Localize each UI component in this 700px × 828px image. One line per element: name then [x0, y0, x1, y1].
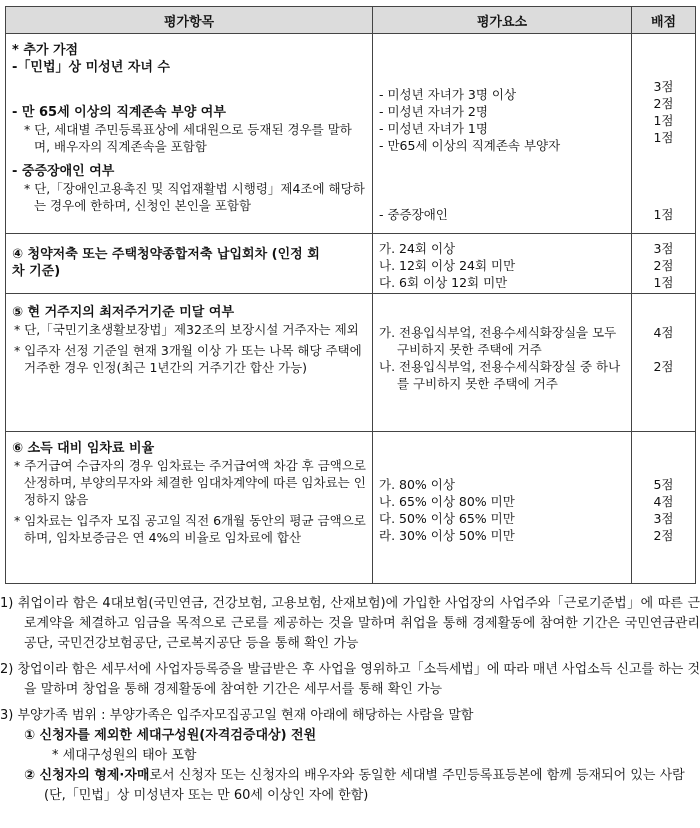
score: 3점: [653, 511, 674, 526]
footnote-3: 3) 부양가족 범위 : 부양가족은 입주자모집공고일 현재 아래에 해당하는 사람을 말함: [0, 708, 474, 723]
footnote-3-item-1-note: * 세대구성원의 태아 포함: [52, 748, 197, 763]
factor-line: - 미성년 자녀가 1명: [379, 121, 488, 136]
elderly-support-note: * 단, 세대별 주민등록표상에 세대원으로 등재된 경우를 말하며, 배우자의 직계존속을 포함함: [24, 122, 352, 154]
additional-title: * 추가 가점: [12, 43, 79, 58]
savings-scores: [632, 234, 696, 294]
score: 2점: [653, 258, 674, 273]
footnote-1: 1) 취업이라 함은 4대보험(국민연금, 건강보험, 고용보험, 산재보험)에 가입한 사업장의 사업주와「근로기준법」에 따른 근로계약을 체결하고 임금을 목적으로 근로를 제공하는 것을 말하며 취업을 통해 경제활동에 참여한 기간은 국민연금관리공단, 국민건강보험공단, 근로복지공단 등을 통해 확인 가능: [0, 596, 700, 651]
scoring-table: [5, 6, 696, 584]
savings-criteria: [6, 234, 373, 294]
housing-title: ⑤ 현 거주지의 최저주거기준 미달 여부: [12, 305, 235, 320]
score: 1점: [653, 275, 674, 290]
factor-line: 가. 24회 이상: [379, 241, 456, 256]
rent-note-2: * 임차료는 입주자 모집 공고일 직전 6개월 동안의 평균 금액으로 하며, 임차보증금은 연 4%의 비율로 임차료에 합산: [14, 513, 366, 545]
rent-scores: [632, 432, 696, 584]
footnote-2: 2) 창업이라 함은 세무서에 사업자등록증을 발급받은 후 사업을 영위하고「소득세법」에 따라 매년 사업소득 신고를 하는 것을 말하며 창업을 통해 경제활동에 참여한 기간은 세무서를 통해 확인 가능: [0, 662, 700, 697]
elderly-support-item: - 만 65세 이상의 직계존속 부양 여부: [12, 105, 226, 120]
rent-factors: [373, 432, 632, 584]
housing-scores: [632, 294, 696, 432]
header-item: 평가항목: [6, 7, 373, 34]
factor-line: 라. 30% 이상 50% 미만: [379, 528, 515, 543]
footnote-3-item-2-text: 로서 신청자 또는 신청자의 배우자와 동일한 세대별 주민등록표등본에 함께 등재되어 있는 사람(단,「민법」상 미성년자 또는 만 60세 이상인 자에 한함): [44, 768, 685, 803]
factor-line: 가. 전용입식부엌, 전용수세식화장실을 모두 구비하지 못한 주택에 거주: [379, 325, 617, 357]
additional-points-criteria: [6, 34, 373, 234]
score: 2점: [653, 96, 674, 111]
rent-title: ⑥ 소득 대비 임차료 비율: [12, 441, 155, 456]
score: 1점: [653, 113, 674, 128]
score: 5점: [653, 477, 674, 492]
factor-line: 다. 6회 이상 12회 미만: [379, 275, 508, 290]
score: 4점: [653, 494, 674, 509]
minor-children-item: -「민법」상 미성년 자녀 수: [12, 60, 170, 75]
factor-line: 나. 65% 이상 80% 미만: [379, 494, 515, 509]
score: 2점: [653, 359, 674, 374]
factor-line: - 미성년 자녀가 3명 이상: [379, 87, 517, 102]
factor-line: 나. 12회 이상 24회 미만: [379, 258, 516, 273]
footnote-3-item-2-label: ② 신청자의 형제·자매: [24, 768, 150, 783]
housing-criteria: [6, 294, 373, 432]
score: 1점: [653, 130, 674, 145]
score: 4점: [653, 325, 674, 340]
disabled-note: * 단,「장애인고용촉진 및 직업재활법 시행령」제4조에 해당하는 경우에 한하며, 신청인 본인을 포함함: [24, 181, 365, 213]
savings-title: ④ 청약저축 또는 주택청약종합저축 납입회차 (인정 회차 기준): [12, 247, 320, 279]
footnote-3-item-1: ① 신청자를 제외한 세대구성원(자격검증대상) 전원: [24, 728, 317, 743]
score: 3점: [653, 241, 674, 256]
housing-note-1: * 단,「국민기초생활보장법」제32조의 보장시설 거주자는 제외: [14, 322, 359, 337]
factor-line: - 미성년 자녀가 2명: [379, 104, 488, 119]
factor-line: - 중증장애인: [379, 207, 448, 222]
factor-line: 가. 80% 이상: [379, 477, 455, 492]
savings-factors: [373, 234, 632, 294]
housing-factors: [373, 294, 632, 432]
disabled-item: - 중증장애인 여부: [12, 164, 115, 179]
header-factor: 평가요소: [373, 7, 632, 34]
factor-line: 다. 50% 이상 65% 미만: [379, 511, 515, 526]
score: 1점: [653, 207, 674, 222]
footnotes: [0, 594, 700, 806]
score: 2점: [653, 528, 674, 543]
housing-note-2: * 입주자 선정 기준일 현재 3개월 이상 가 또는 나목 해당 주택에 거주한 경우 인정(최근 1년간의 거주기간 합산 가능): [14, 343, 362, 375]
rent-criteria: [6, 432, 373, 584]
rent-note-1: * 주거급여 수급자의 경우 임차료는 주거급여액 차감 후 금액으로 산정하며, 부양의무자와 체결한 임대차계약에 따른 임차료는 인정하지 않음: [14, 458, 366, 507]
additional-points-factors: [373, 34, 632, 234]
factor-line: 나. 전용입식부엌, 전용수세식화장실 중 하나를 구비하지 못한 주택에 거주: [379, 359, 621, 391]
score: 3점: [653, 79, 674, 94]
factor-line: - 만65세 이상의 직계존속 부양자: [379, 138, 561, 153]
additional-points-scores: [632, 34, 696, 234]
header-points: 배점: [632, 7, 696, 34]
